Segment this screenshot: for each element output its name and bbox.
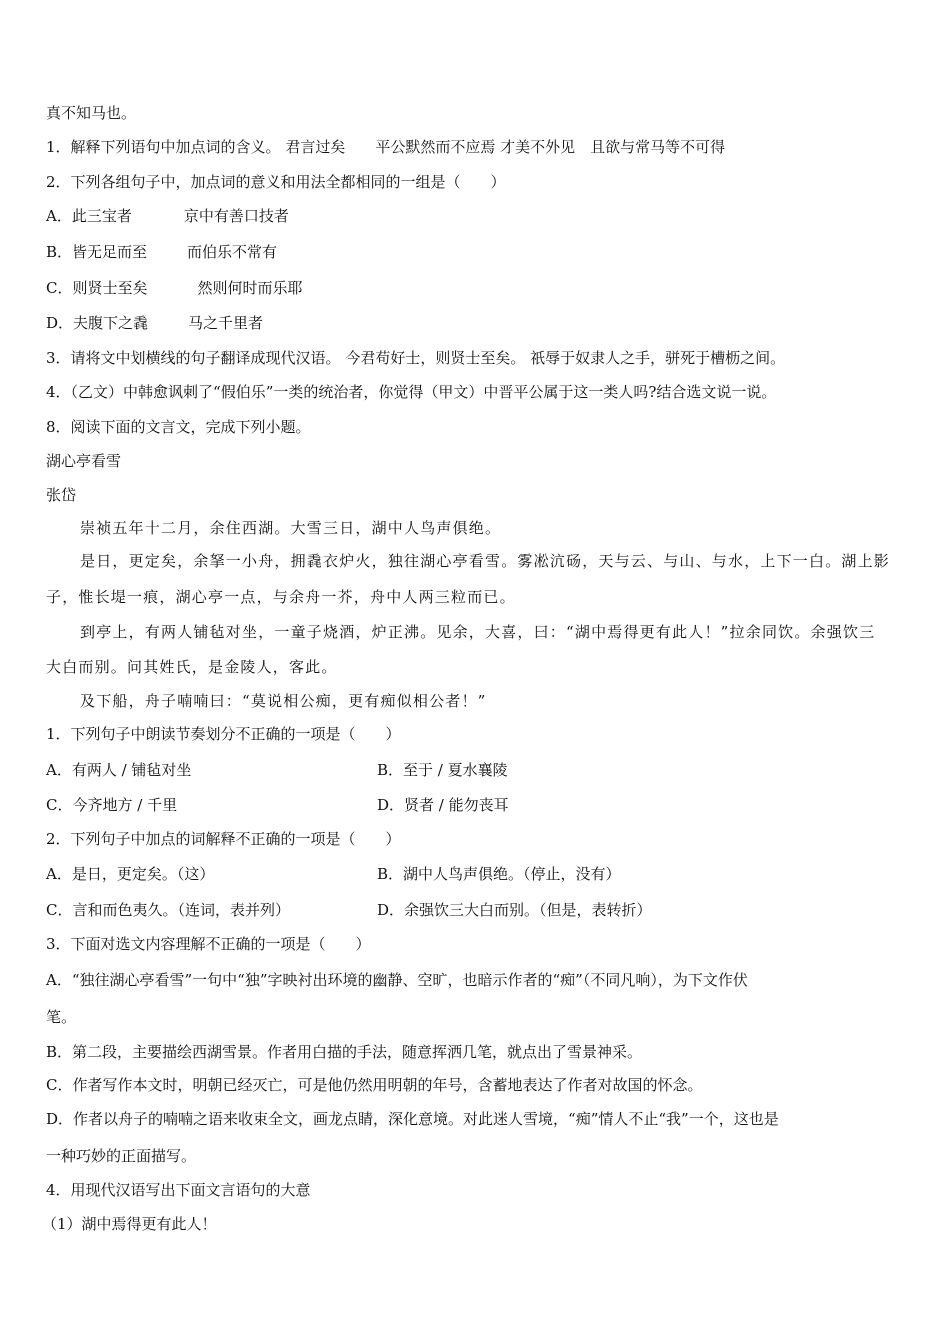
poem-title: 湖心亭看雪 [46,452,122,470]
sub-question-2-option-d: D．余强饮三大白而别。（但是，表转折） [377,901,652,919]
passage-paragraph-1: 崇祯五年十二月，余住西湖。大雪三日，湖中人鸟声俱绝。 [80,519,502,537]
q2-option-d-right: 马之千里者 [188,314,264,332]
q2-option-d [46,313,263,333]
sub-question-3-option-a-line-2: 笔。 [46,1008,77,1026]
sub-question-2-option-a: A．是日，更定矣。（这） [46,865,215,883]
sub-question-2-stem: 2．下列句子中加点的词解释不正确的一项是（ ） [46,830,401,848]
sub-question-3-option-c: C．作者写作本文时，明朝已经灭亡，可是他仍然用明朝的年号，含蓄地表达了作者对故国的怀念。 [46,1076,703,1094]
sub-question-1-option-a: A．有两人 / 铺毡对坐 [46,761,192,779]
passage-tail: 真不知马也。 [46,104,137,122]
sub-question-1-option-d: D．贤者 / 能勿丧耳 [377,796,509,814]
sub-question-3-stem: 3．下面对选文内容理解不正确的一项是（ ） [46,935,371,953]
sub-question-1-stem: 1．下列句子中朗读节奏划分不正确的一项是（ ） [46,725,401,743]
sub-question-3-option-b: B．第二段，主要描绘西湖雪景。作者用白描的手法，随意挥洒几笔，就点出了雪景神采。 [46,1043,643,1061]
question-1: 1．解释下列语句中加点词的含义。 君言过矣 平公默然而不应焉 才美不外见 且欲与常马等不可得 [46,138,726,156]
q2-option-b-right: 而伯乐不常有 [187,243,278,261]
q2-option-d-left: D．夫腹下之毳 [46,314,149,332]
sub-question-3-option-d-line-1: D．作者以舟子的喃喃之语来收束全文，画龙点睛，深化意境。对此迷人雪境，“痴”情人不止“我”一个，这也是 [46,1110,779,1128]
q2-option-c-left: C．则贤士至矣 [46,279,148,297]
q2-option-a-left: A．此三宝者 [46,207,132,225]
sub-question-3-option-d-line-2: 一种巧妙的正面描写。 [46,1147,197,1165]
question-2-stem: 2．下列各组句子中，加点词的意义和用法全都相同的一组是（ ） [46,173,506,191]
section-8-heading: 8．阅读下面的文言文，完成下列小题。 [46,418,311,436]
sub-question-1-option-c: C．今齐地方 / 千里 [46,796,178,814]
passage-paragraph-2-line-1: 是日，更定矣，余拏一小舟，拥毳衣炉火，独往湖心亭看雪。雾凇沆砀，天与云、与山、与水，上下一白。湖上影 [80,552,891,570]
sub-question-2-option-b: B．湖中人鸟声俱绝。（停止，没有） [377,865,621,883]
q2-option-a [46,206,289,226]
question-4: 4．（乙文）中韩愈讽刺了“假伯乐”一类的统治者，你觉得（甲文）中晋平公属于这一类人吗?结合选文说一说。 [46,383,777,401]
question-3: 3．请将文中划横线的句子翻译成现代汉语。 今君苟好士，则贤士至矣。 祇辱于奴隶人之手，骈死于槽枥之间。 [46,349,786,367]
sub-question-4-item-1: （1）湖中焉得更有此人！ [42,1215,217,1233]
q2-option-c-right: 然则何时而乐耶 [197,279,303,297]
q2-option-b [46,242,277,262]
passage-paragraph-4: 及下船，舟子喃喃曰：“莫说相公痴，更有痴似相公者！” [80,692,487,710]
passage-paragraph-3-line-2: 大白而别。问其姓氏，是金陵人，客此。 [46,658,338,676]
author: 张岱 [46,486,77,504]
sub-question-1-option-b: B．至于 / 夏水襄陵 [377,761,508,779]
sub-question-3-option-a-line-1: A．“独往湖心亭看雪”一句中“独”字映衬出环境的幽静、空旷，也暗示作者的“痴”（不同凡响），为下文作伏 [46,971,748,989]
q2-option-b-left: B．皆无足而至 [46,243,148,261]
passage-paragraph-3-line-1: 到亭上，有两人铺毡对坐，一童子烧酒，炉正沸。见余，大喜，曰：“湖中焉得更有此人！”拉余同饮。余强饮三 [80,623,876,641]
q2-option-a-right: 京中有善口技者 [183,207,289,225]
passage-paragraph-2-line-2: 子，惟长堤一痕，湖心亭一点，与余舟一芥，舟中人两三粒而已。 [46,588,516,606]
sub-question-2-option-c: C．言和而色夷久。（连词，表并列） [46,901,290,919]
sub-question-4-stem: 4．用现代汉语写出下面文言语句的大意 [46,1181,311,1199]
q2-option-c [46,278,303,298]
